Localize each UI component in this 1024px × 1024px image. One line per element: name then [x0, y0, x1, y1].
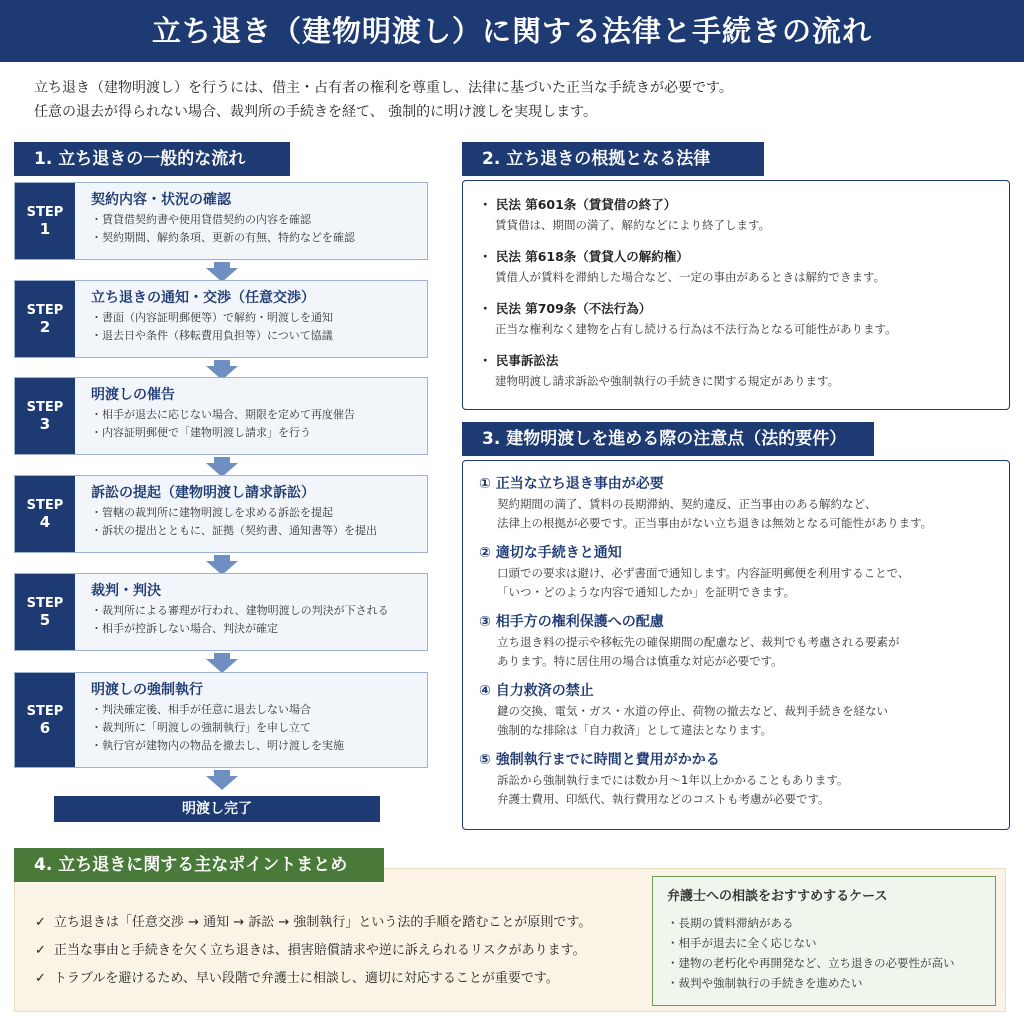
law-title: ・ 民事訴訟法 [479, 353, 559, 368]
intro-text [34, 76, 994, 124]
step-detail: ・判決確定後、相手が任意に退去しない場合 [91, 703, 311, 716]
summary-point-text: トラブルを避けるため、早い段階で弁護士に相談し、適切に対応することが重要です。 [53, 971, 559, 986]
requirement-desc: 弁護士費用、印紙代、執行費用などのコストも考慮が必要です。 [497, 792, 830, 806]
step-content [75, 476, 427, 552]
consult-box [652, 876, 996, 1006]
step-detail: ・裁判所による審理が行われ、建物明渡しの判決が下される [91, 604, 389, 617]
step-title: 裁判・判決 [91, 583, 161, 599]
law-desc: 建物明渡し請求訴訟や強制執行の手続きに関する規定があります。 [495, 374, 840, 388]
requirement-desc: 契約期間の満了、賃料の長期滞納、契約違反、正当事由のある解約など、 [497, 497, 877, 511]
requirement-item [479, 473, 1009, 533]
complete-banner: 明渡し完了 [54, 796, 380, 822]
step-badge-label: STEP [26, 303, 64, 318]
section3-heading: 3. 建物明渡しを進める際の注意点（法的要件） [462, 422, 874, 456]
consult-item: ・裁判や強制執行の手続きを進めたい [667, 976, 863, 990]
check-icon: ✓ [35, 943, 46, 958]
step-detail: ・退去日や条件（移転費用負担等）について協議 [91, 329, 333, 342]
consult-item: ・相手が退去に全く応じない [667, 936, 817, 950]
step-card-4 [14, 475, 428, 553]
step-card-2 [14, 280, 428, 358]
requirement-title: ③ 相手方の権利保護への配慮 [479, 614, 664, 630]
law-item [479, 351, 1009, 391]
requirement-desc: あります。特に居住用の場合は慎重な対応が必要です。 [497, 654, 783, 668]
requirement-desc: 強制的な排除は「自力救済」として違法となります。 [497, 723, 773, 737]
step-badge-number: 6 [39, 719, 51, 737]
summary-points [35, 909, 655, 993]
step-detail: ・執行官が建物内の物品を撤去し、明け渡しを実施 [91, 739, 344, 752]
step-content [75, 281, 427, 357]
step-card-6 [14, 672, 428, 768]
step-detail: ・相手が控訴しない場合、判決が確定 [91, 622, 278, 635]
requirement-item [479, 542, 1009, 602]
down-arrow-icon [206, 659, 238, 673]
requirement-title: ⑤ 強制執行までに時間と費用がかかる [479, 752, 720, 768]
requirement-desc: 法律上の根拠が必要です。正当事由がない立ち退きは無効となる可能性があります。 [497, 516, 933, 530]
section4-heading: 4. 立ち退きに関する主なポイントまとめ [14, 848, 384, 882]
requirement-item [479, 749, 1009, 809]
law-title: ・ 民法 第709条（不法行為） [479, 301, 652, 316]
step-content [75, 183, 427, 259]
step-badge-label: STEP [26, 205, 64, 220]
step-badge-number: 1 [39, 220, 51, 238]
step-content [75, 673, 427, 767]
step-badge-label: STEP [26, 704, 64, 719]
step-detail: ・内容証明郵便で「建物明渡し請求」を行う [91, 426, 311, 439]
requirement-item [479, 611, 1009, 671]
down-arrow-icon [206, 776, 238, 790]
step-detail: ・賃貸借契約書や使用貸借契約の内容を確認 [91, 213, 311, 226]
step-title: 訴訟の提起（建物明渡し請求訴訟） [91, 485, 315, 501]
law-item [479, 299, 1009, 339]
step-content [75, 574, 427, 650]
step-badge-label: STEP [26, 498, 64, 513]
summary-point [35, 937, 655, 965]
step-detail: ・訴状の提出とともに、証拠（契約書、通知書等）を提出 [91, 524, 377, 537]
requirement-desc: 口頭での要求は避け、必ず書面で通知します。内容証明郵便を利用することで、 [497, 566, 910, 580]
requirement-desc: 鍵の交換、電気・ガス・水道の停止、荷物の撤去など、裁判手続きを経ない [497, 704, 888, 718]
step-badge [15, 476, 75, 552]
step-detail: ・相手が退去に応じない場合、期限を定めて再度催告 [91, 408, 355, 421]
step-badge [15, 673, 75, 767]
law-desc: 賃貸借は、期間の満了、解約などにより終了します。 [495, 218, 771, 232]
step-content [75, 378, 427, 454]
step-badge [15, 574, 75, 650]
step-card-1 [14, 182, 428, 260]
summary-point [35, 965, 655, 993]
step-badge-number: 5 [39, 611, 51, 629]
step-badge [15, 281, 75, 357]
step-detail: ・管轄の裁判所に建物明渡しを求める訴訟を提起 [91, 506, 333, 519]
intro-line: 立ち退き（建物明渡し）を行うには、借主・占有者の権利を尊重し、法律に基づいた正当な手続きが必要です。 [34, 80, 733, 96]
consult-item: ・建物の老朽化や再開発など、立ち退きの必要性が高い [667, 956, 955, 970]
step-title: 明渡しの催告 [91, 387, 175, 403]
law-title: ・ 民法 第618条（賃貸人の解約権） [479, 249, 689, 264]
step-title: 明渡しの強制執行 [91, 682, 203, 698]
consult-title: 弁護士への相談をおすすめするケース [667, 889, 888, 904]
step-detail: ・契約期間、解約条項、更新の有無、特約などを確認 [91, 231, 355, 244]
step-detail: ・裁判所に「明渡しの強制執行」を申し立て [91, 721, 311, 734]
step-badge-label: STEP [26, 596, 64, 611]
requirement-title: ① 正当な立ち退き事由が必要 [479, 476, 664, 492]
law-title: ・ 民法 第601条（賃貸借の終了） [479, 197, 677, 212]
law-item [479, 195, 1009, 235]
check-icon: ✓ [35, 971, 46, 986]
summary-point [35, 909, 655, 937]
law-desc: 正当な権利なく建物を占有し続ける行為は不法行為となる可能性があります。 [495, 322, 897, 336]
step-card-3 [14, 377, 428, 455]
step-badge [15, 378, 75, 454]
check-icon: ✓ [35, 915, 46, 930]
step-badge-number: 2 [39, 318, 51, 336]
step-badge-number: 3 [39, 415, 51, 433]
page-title: 立ち退き（建物明渡し）に関する法律と手続きの流れ [0, 0, 1024, 62]
step-card-5 [14, 573, 428, 651]
requirement-desc: 立ち退き料の提示や移転先の確保期間の配慮など、裁判でも考慮される要素が [497, 635, 900, 649]
requirement-desc: 「いつ・どのような内容で通知したか」を証明できます。 [497, 585, 796, 599]
requirement-title: ④ 自力救済の禁止 [479, 683, 594, 699]
intro-line: 任意の退去が得られない場合、裁判所の手続きを経て、 強制的に明け渡しを実現します。 [34, 104, 598, 120]
summary-point-text: 正当な事由と手続きを欠く立ち退きは、損害賠償請求や逆に訴えられるリスクがあります。 [53, 943, 586, 958]
step-title: 立ち退きの通知・交渉（任意交渉） [91, 290, 315, 306]
law-item [479, 247, 1009, 287]
requirements-box [462, 460, 1010, 830]
step-badge-number: 4 [39, 513, 51, 531]
section1-heading: 1. 立ち退きの一般的な流れ [14, 142, 290, 176]
section2-heading: 2. 立ち退きの根拠となる法律 [462, 142, 764, 176]
laws-box [462, 180, 1010, 410]
law-desc: 賃借人が賃料を滞納した場合など、一定の事由があるときは解約できます。 [495, 270, 886, 284]
summary-point-text: 立ち退きは「任意交渉 → 通知 → 訴訟 → 強制執行」という法的手順を踏むことが原則です。 [53, 915, 592, 930]
step-badge [15, 183, 75, 259]
step-title: 契約内容・状況の確認 [91, 192, 231, 208]
requirement-item [479, 680, 1009, 740]
consult-item: ・長期の賃料滞納がある [667, 916, 794, 930]
step-badge-label: STEP [26, 400, 64, 415]
step-detail: ・書面（内容証明郵便等）で解約・明渡しを通知 [91, 311, 333, 324]
requirement-desc: 訴訟から強制執行までには数か月〜1年以上かかることもあります。 [497, 773, 849, 787]
requirement-title: ② 適切な手続きと通知 [479, 545, 622, 561]
